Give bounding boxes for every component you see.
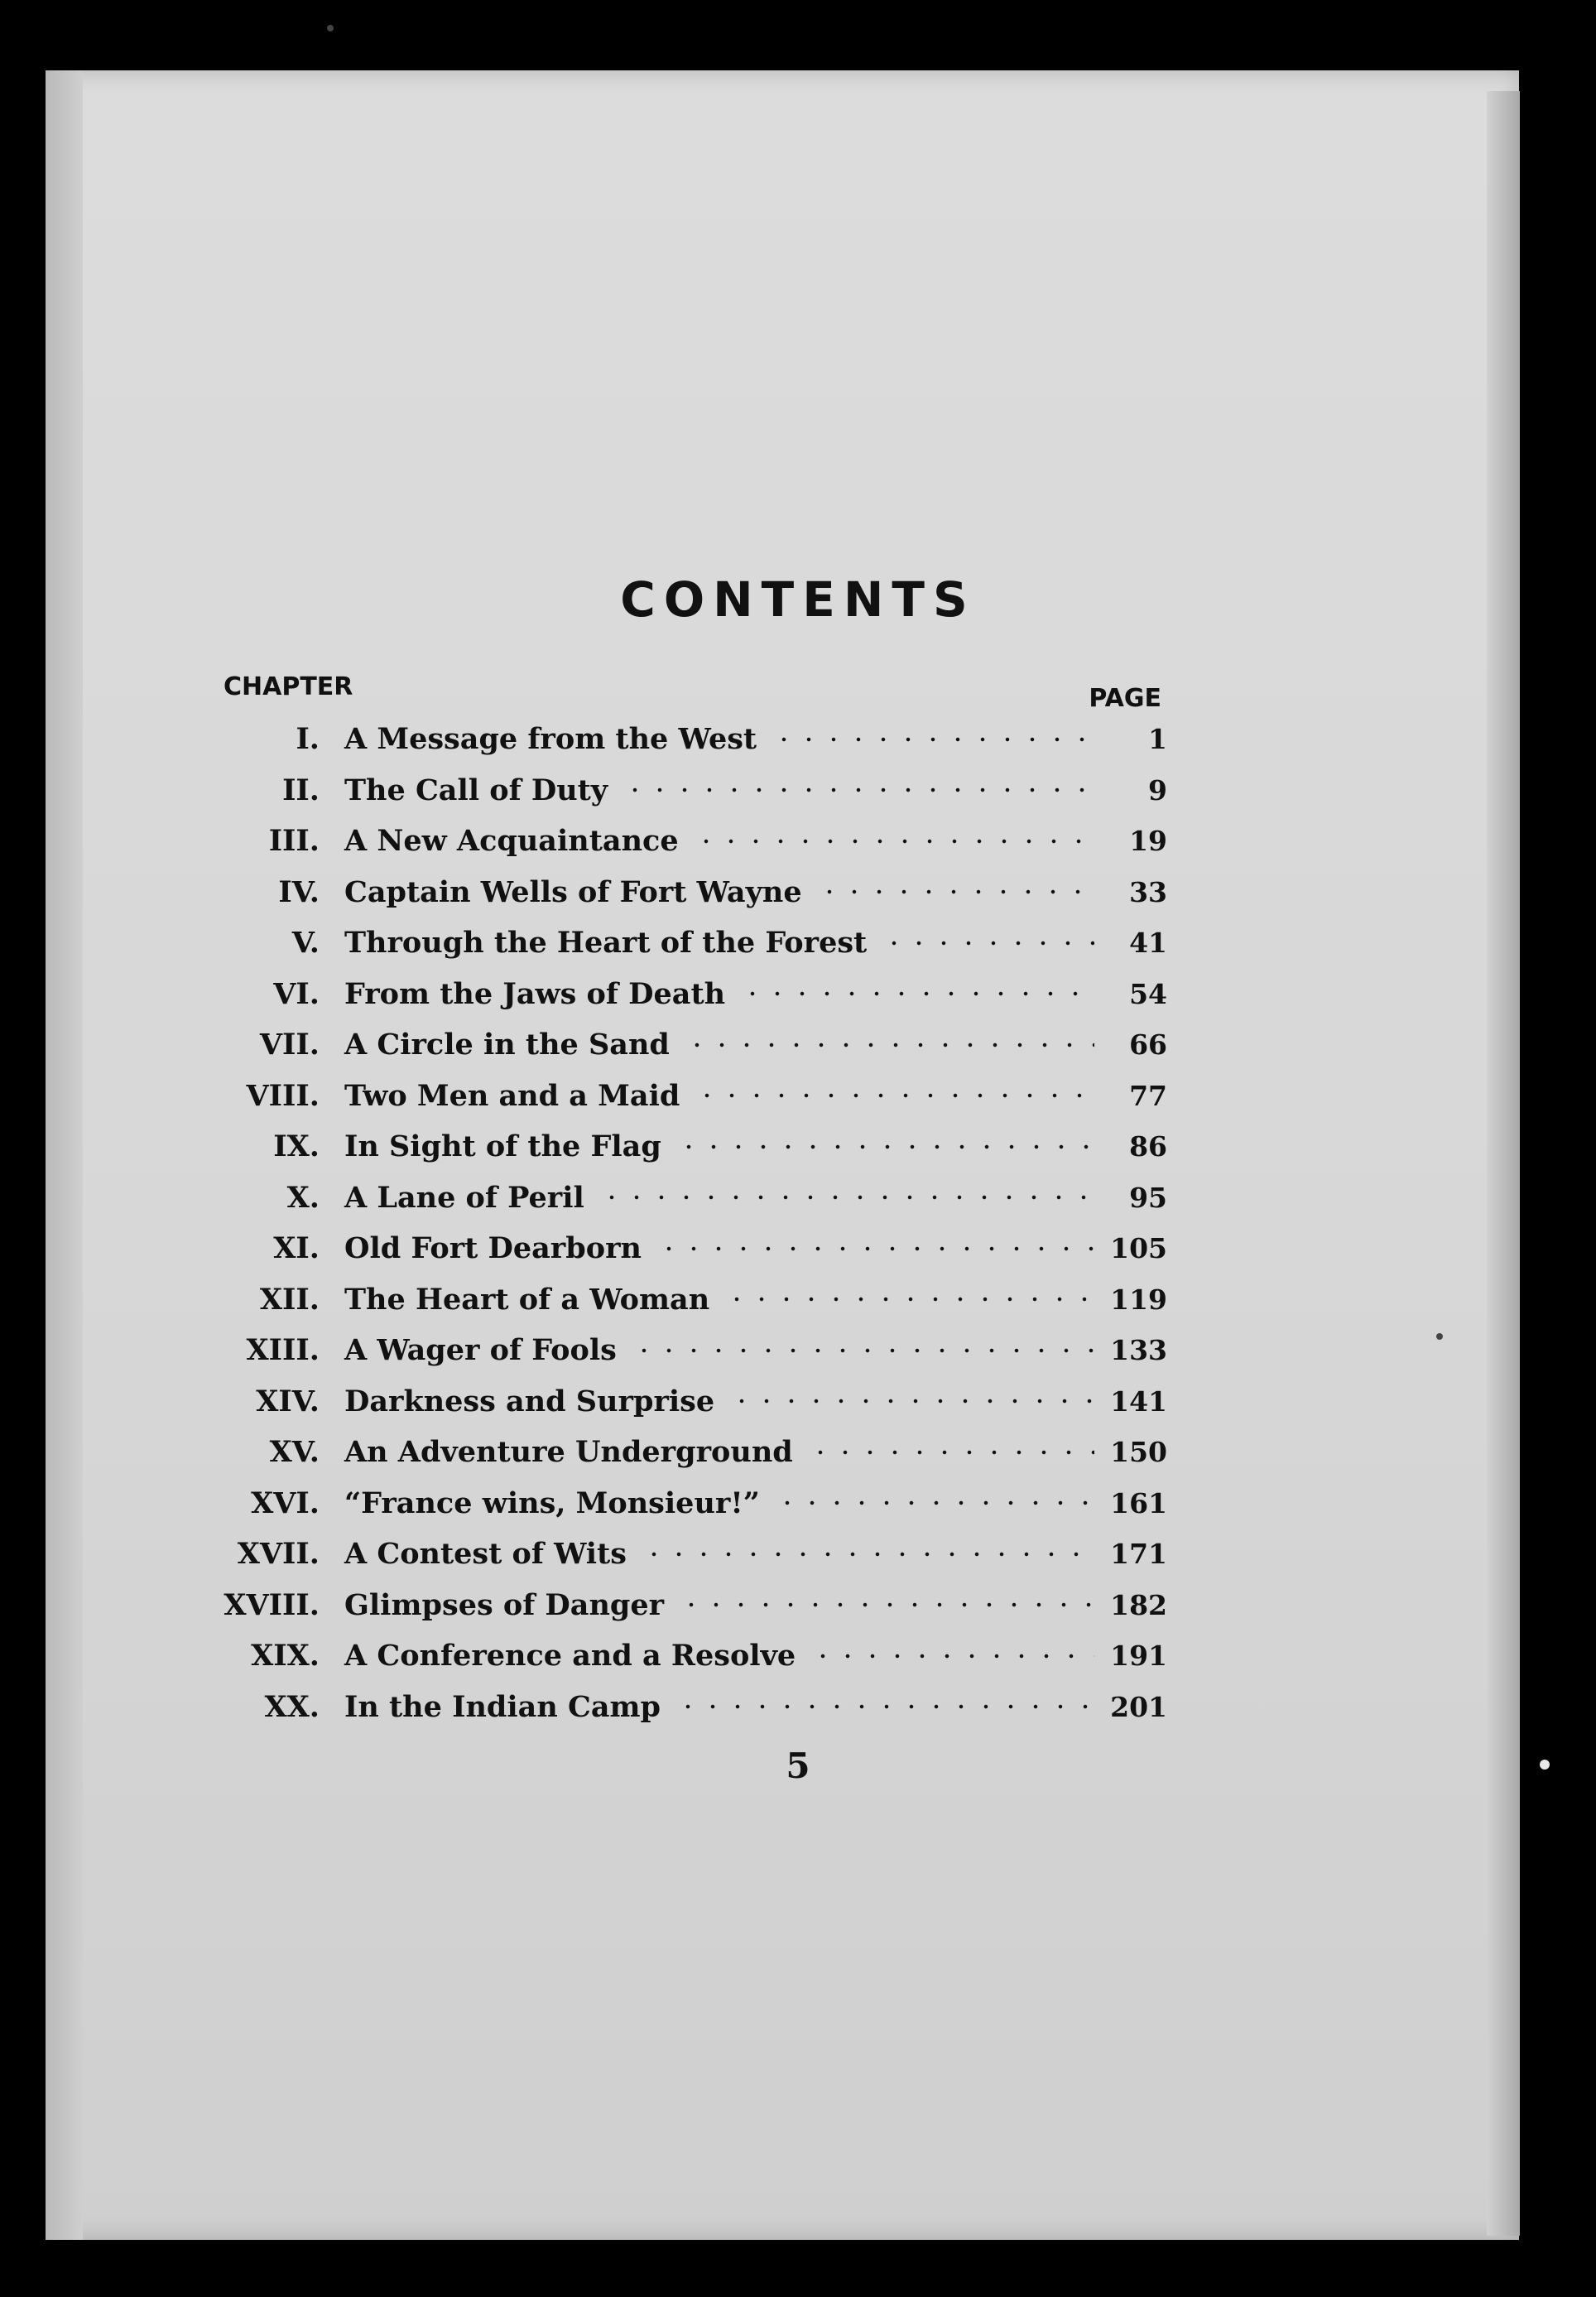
dot-leader [642,1542,1094,1567]
table-of-contents [190,714,1167,1732]
chapter-page-number: 9 [1148,773,1167,807]
chapter-number: XV. [269,1435,320,1470]
chapter-number: I. [296,722,320,757]
chapter-number: XVIII. [224,1587,320,1622]
chapter-title: Captain Wells of Fort Wayne [344,874,802,909]
page-left-edge [46,70,83,2240]
dot-leader [775,1490,1094,1515]
chapter-number: IV. [278,874,320,909]
dot-leader [632,1338,1094,1363]
chapter-title: Through the Heart of the Forest [344,926,868,961]
toc-row [190,917,1167,969]
chapter-page-number: 133 [1110,1334,1167,1367]
toc-row [190,1325,1167,1376]
chapter-number: II. [282,773,320,807]
chapter-page-number: 141 [1110,1384,1167,1418]
chapter-title: The Heart of a Woman [344,1282,710,1317]
contents-title: CONTENTS [620,571,976,628]
dot-leader [694,829,1094,854]
chapter-page-number: 95 [1129,1181,1167,1214]
dot-leader [623,778,1094,802]
dot-leader [724,1287,1094,1312]
dot-leader [808,1440,1094,1465]
chapter-number: VIII. [246,1078,320,1113]
chapter-page-number: 171 [1110,1538,1167,1571]
chapter-title: A Wager of Fools [344,1333,617,1368]
toc-row [190,867,1167,918]
toc-row [190,1682,1167,1733]
chapter-title: From the Jaws of Death [344,976,726,1011]
page-folio: 5 [786,1746,810,1786]
dot-leader [685,1033,1094,1057]
chapter-title: In the Indian Camp [344,1689,661,1724]
chapter-number: IX. [273,1129,320,1164]
chapter-page-number: 150 [1110,1436,1167,1469]
toc-row [190,1223,1167,1274]
chapter-title: In Sight of the Flag [344,1129,661,1164]
page-right-shadow [1487,91,1520,2236]
chapter-title: A Message from the West [344,722,757,757]
dot-leader [695,1083,1094,1108]
chapter-number: XIX. [251,1639,320,1673]
toc-row [190,1071,1167,1122]
chapter-page-number: 19 [1129,825,1167,858]
chapter-title: Glimpses of Danger [344,1587,665,1622]
dot-leader [772,727,1094,752]
chapter-column-label: CHAPTER [224,672,353,701]
chapter-page-number: 54 [1129,977,1167,1010]
dot-leader [656,1236,1094,1261]
chapter-page-number: 105 [1110,1232,1167,1265]
chapter-title: “France wins, Monsieur!” [344,1486,760,1520]
chapter-number: X. [286,1180,320,1215]
chapter-number: XI. [273,1231,320,1266]
toc-row [190,765,1167,816]
chapter-number: XVI. [251,1486,320,1520]
chapter-number: XIII. [246,1333,320,1368]
chapter-page-number: 41 [1129,927,1167,960]
dot-leader [882,931,1094,956]
chapter-number: V. [291,926,320,961]
chapter-page-number: 119 [1110,1283,1167,1316]
page-column-label: PAGE [1089,684,1161,713]
toc-row [190,714,1167,765]
chapter-page-number: 77 [1129,1079,1167,1112]
chapter-page-number: 33 [1129,875,1167,908]
chapter-title: A Contest of Wits [344,1537,627,1572]
chapter-title: An Adventure Underground [344,1435,793,1470]
toc-row [190,1427,1167,1478]
dot-leader [599,1185,1094,1210]
toc-row [190,1019,1167,1071]
chapter-title: A New Acquaintance [344,824,679,859]
chapter-title: Old Fort Dearborn [344,1231,642,1266]
chapter-page-number: 66 [1129,1028,1167,1062]
dot-leader [675,1694,1094,1719]
toc-row [190,1274,1167,1326]
toc-row [190,1580,1167,1631]
chapter-number: VI. [273,976,320,1011]
dot-leader [810,1644,1094,1669]
toc-row [190,1173,1167,1224]
chapter-title: A Circle in the Sand [344,1028,670,1062]
toc-row [190,1121,1167,1173]
scan-speck [1436,1333,1443,1340]
chapter-number: XX. [264,1689,320,1724]
chapter-page-number: 182 [1110,1588,1167,1621]
chapter-number: XII. [259,1282,320,1317]
dot-leader [729,1389,1094,1413]
dot-leader [676,1134,1094,1159]
toc-row [190,969,1167,1020]
chapter-page-number: 161 [1110,1486,1167,1519]
chapter-page-number: 191 [1110,1640,1167,1673]
toc-row [190,1478,1167,1529]
chapter-title: A Conference and a Resolve [344,1639,796,1673]
chapter-number: XVII. [237,1537,320,1572]
chapter-title: Two Men and a Maid [344,1078,680,1113]
chapter-title: Darkness and Surprise [344,1384,715,1418]
toc-row [190,1529,1167,1580]
scan-speck [327,25,334,31]
chapter-page-number: 201 [1110,1690,1167,1723]
chapter-title: A Lane of Peril [344,1180,584,1215]
chapter-page-number: 1 [1148,723,1167,756]
chapter-number: XIV. [256,1384,320,1418]
dot-leader [740,981,1094,1006]
chapter-title: The Call of Duty [344,773,608,807]
dot-leader [679,1592,1094,1617]
chapter-number: VII. [259,1028,320,1062]
toc-row [190,1630,1167,1682]
toc-row [190,1376,1167,1428]
chapter-number: III. [268,824,320,859]
toc-row [190,816,1167,867]
scan-speck [1540,1760,1550,1770]
dot-leader [817,879,1094,904]
chapter-page-number: 86 [1129,1130,1167,1163]
